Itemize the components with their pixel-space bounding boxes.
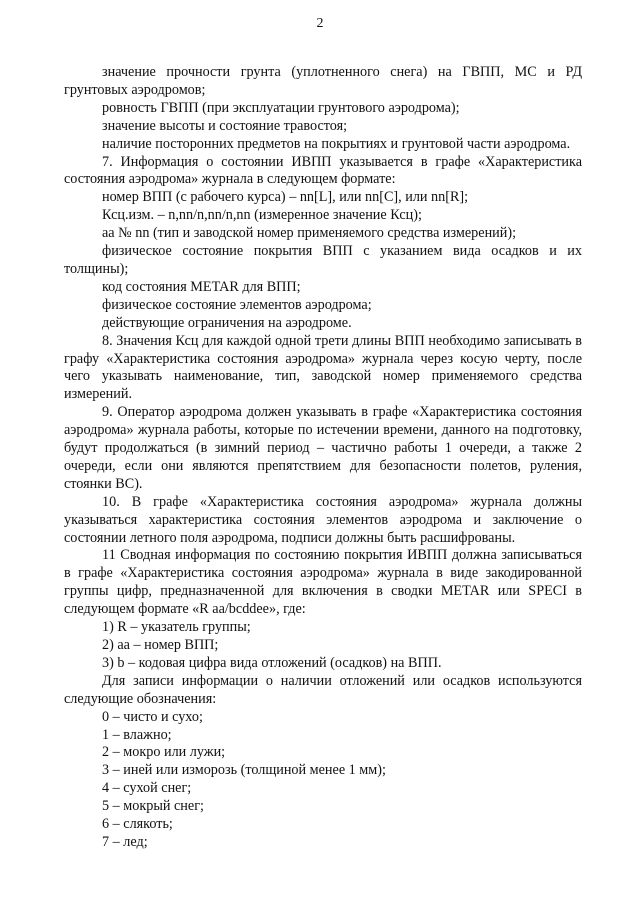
page-number: 2 xyxy=(316,16,324,31)
deposit-code-item: 4 – сухой снег; xyxy=(102,780,192,797)
section-9: 9. Оператор аэродрома должен указывать в графе «Характеристика состояния аэродрома» журнала работы, которые по истечении времени, данного на подготовку, будут продолжаться (в зимний период – частично работы 1 очереди, а также 2 очереди, если они являются препятствием для безопасности полетов, руления, стоянки ВС). xyxy=(64,404,582,492)
section-11-item: 1) R – указатель группы; xyxy=(102,619,251,636)
deposit-code-item: 0 – чисто и сухо; xyxy=(102,708,203,725)
section-7-item: физическое состояние элементов аэродрома; xyxy=(102,296,372,313)
deposit-code-item: 7 – лед; xyxy=(102,833,148,850)
deposit-code-item: 3 – иней или изморозь (толщиной менее 1 мм); xyxy=(102,762,386,779)
section-7-intro: 7. Информация о состоянии ИВПП указывается в графе «Характеристика состояния аэродрома» журнала в следующем формате: xyxy=(64,153,582,188)
section-11-item: 3) b – кодовая цифра вида отложений (осадков) на ВПП. xyxy=(102,654,442,671)
paragraph-grass-height: значение высоты и состояние травостоя; xyxy=(102,117,348,134)
section-7-item: действующие ограничения на аэродроме. xyxy=(102,314,352,331)
document-body xyxy=(64,64,582,852)
section-7-item: физическое состояние покрытия ВПП с указанием вида осадков и их толщины); xyxy=(64,243,582,277)
section-7-item: аа № nn (тип и заводской номер применяемого средства измерений); xyxy=(102,225,517,242)
section-11-intro: 11 Сводная информация по состоянию покрытия ИВПП должна записываться в графе «Характеристика состояния аэродрома» журнала в виде закодированной группы цифр, предназначенной для включения в сводки METAR или SPECI в следующем формате «R аа/bcddee», где: xyxy=(64,547,582,618)
section-7-item: код состояния METAR для ВПП; xyxy=(102,278,301,295)
deposit-code-item: 6 – слякоть; xyxy=(102,816,173,833)
section-8: 8. Значения Ксц для каждой одной трети длины ВПП необходимо записывать в графу «Характеристика состояния аэродрома» журнала через косую черту, после чего указывать наименование, тип, заводской номер применяемого средства измерений. xyxy=(64,332,582,403)
deposit-code-item: 1 – влажно; xyxy=(102,726,172,743)
deposit-code-item: 2 – мокро или лужи; xyxy=(102,744,226,761)
section-11-item: 2) аа – номер ВПП; xyxy=(102,637,219,653)
paragraph-foreign-objects: наличие посторонних предметов на покрытиях и грунтовой части аэродрома. xyxy=(102,135,571,152)
deposit-code-item: 5 – мокрый снег; xyxy=(102,798,204,815)
paragraph-soil-strength: значение прочности грунта (уплотненного снега) на ГВПП, МС и РД грунтовых аэродромов; xyxy=(64,64,582,98)
section-7-item: Ксц.изм. – n,nn/n,nn/n,nn (измеренное значение Ксц); xyxy=(102,207,422,224)
deposits-intro: Для записи информации о наличии отложений или осадков используются следующие обозначения: xyxy=(64,672,582,707)
section-10: 10. В графе «Характеристика состояния аэродрома» журнала должны указываться характеристика состояния элементов аэродрома и заключение о состоянии летного поля аэродрома, подписи должны быть расшифрованы. xyxy=(64,493,582,546)
paragraph-runway-evenness: ровность ГВПП (при эксплуатации грунтового аэродрома); xyxy=(102,99,460,116)
section-7-item: номер ВПП (с рабочего курса) – nn[L], или nn[C], или nn[R]; xyxy=(102,189,469,206)
